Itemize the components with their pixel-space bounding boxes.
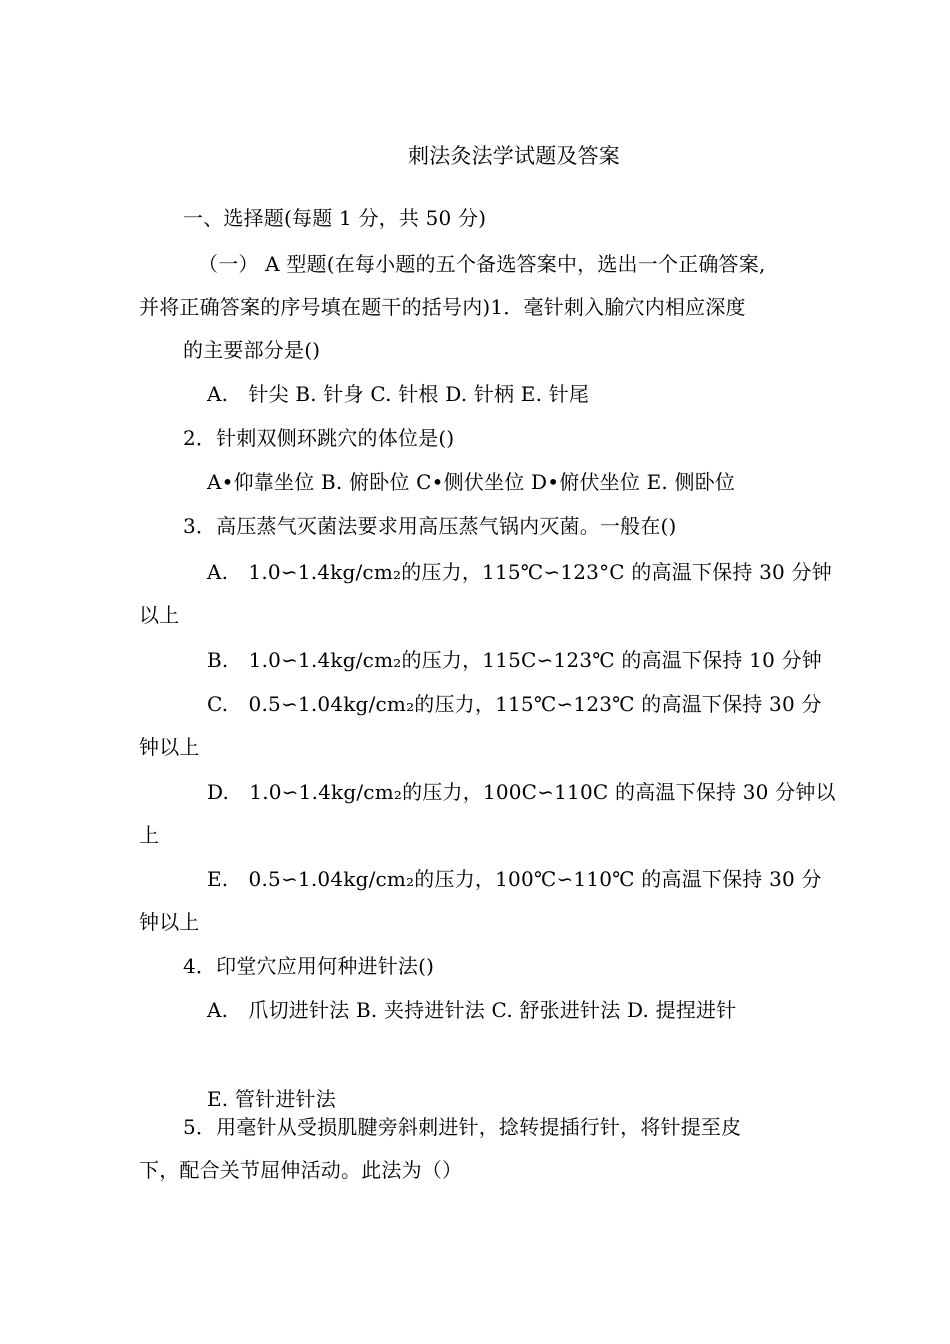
question-3-option-a-cont: 以上	[139, 603, 180, 627]
question-1-options: A. 针尖 B. 针身 C. 针根 D. 针柄 E. 针尾	[207, 382, 590, 406]
question-3-option-c: C. 0.5∽1.04kg/cm₂的压力，115℃∽123℃ 的高温下保持 30 分	[207, 692, 822, 716]
question-5-line-1: 5．用毫针从受损肌腱旁斜刺进针，捻转提插行针，将针提至皮	[183, 1115, 742, 1139]
intro-line-2: 并将正确答案的序号填在题干的括号内)1．毫针刺入腧穴内相应深度	[139, 295, 746, 319]
question-4-stem: 4．印堂穴应用何种进针法()	[183, 954, 435, 978]
question-4-option-e: E. 管针进针法	[207, 1087, 336, 1111]
question-3-option-e: E. 0.5∽1.04kg/cm₂的压力，100℃∽110℃ 的高温下保持 30 分	[207, 867, 822, 891]
question-3-option-d-cont: 上	[139, 823, 160, 847]
intro-line-1: （一） A 型题(在每小题的五个备选答案中，选出一个正确答案,	[198, 252, 766, 276]
question-2-stem: 2．针刺双侧环跳穴的体位是()	[183, 426, 455, 450]
question-3-option-e-cont: 钟以上	[139, 910, 200, 934]
question-3-option-c-cont: 钟以上	[139, 735, 200, 759]
question-3-option-a: A. 1.0∽1.4kg/cm₂的压力，115℃∽123°C 的高温下保持 30 分钟	[207, 560, 832, 584]
question-3-option-d: D. 1.0∽1.4kg/cm₂的压力，100C∽110C 的高温下保持 30 分钟以	[207, 780, 836, 804]
question-2-options: A•仰靠坐位 B. 俯卧位 C•侧伏坐位 D•俯伏坐位 E. 侧卧位	[207, 470, 736, 494]
question-3-stem: 3．高压蒸气灭菌法要求用高压蒸气锅内灭菌。一般在()	[183, 514, 677, 538]
section-heading: 一、选择题(每题 1 分，共 50 分)	[183, 206, 487, 230]
question-5-line-2: 下，配合关节屈伸活动。此法为（）	[139, 1158, 463, 1182]
question-4-options: A. 爪切进针法 B. 夹持进针法 C. 舒张进针法 D. 提捏进针	[207, 998, 737, 1022]
question-3-option-b: B. 1.0∽1.4kg/cm₂的压力，115C∽123℃ 的高温下保持 10 分钟	[207, 648, 822, 672]
document-title: 刺法灸法学试题及答案	[408, 144, 620, 168]
intro-line-3: 的主要部分是()	[183, 338, 321, 362]
